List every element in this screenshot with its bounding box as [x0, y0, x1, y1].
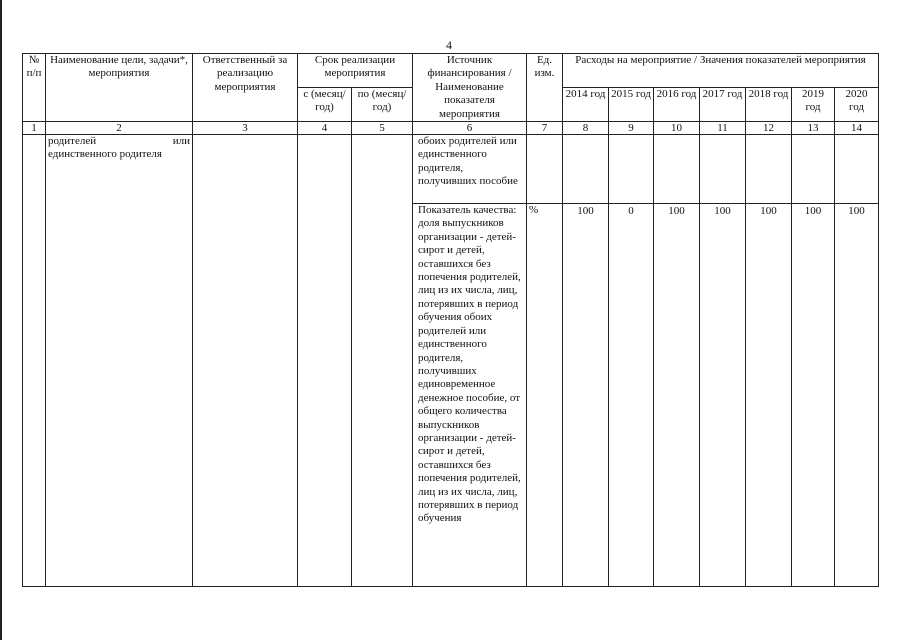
value-cell [563, 135, 609, 204]
value-2020: 100 [835, 204, 879, 587]
value-2018: 100 [746, 204, 792, 587]
value-cell [700, 135, 746, 204]
header-goal: Наименование цели, задачи*, мероприятия [46, 54, 193, 122]
header-year-2018: 2018 год [746, 88, 792, 122]
column-number-row [23, 122, 879, 135]
goal-text: единственного родителя [48, 148, 162, 161]
unit-cell: % [527, 204, 563, 587]
responsible-cell [193, 135, 298, 587]
header-number: № п/п [23, 54, 46, 122]
row-number-cell [23, 135, 46, 587]
colnum: 6 [413, 122, 527, 135]
colnum: 12 [746, 122, 792, 135]
header-responsible: Ответственный за реализацию мероприятия [193, 54, 298, 122]
unit-cell [527, 135, 563, 204]
header-year-2019: 2019 год [792, 88, 835, 122]
colnum: 14 [835, 122, 879, 135]
colnum: 3 [193, 122, 298, 135]
value-cell [746, 135, 792, 204]
colnum: 10 [654, 122, 700, 135]
header-period: Срок реализации мероприятия [298, 54, 413, 88]
goal-text: родителей [48, 135, 97, 148]
program-table [22, 53, 879, 587]
value-cell [835, 135, 879, 204]
colnum: 1 [23, 122, 46, 135]
header-expenses: Расходы на мероприятие / Значения показателей мероприятия [563, 54, 879, 88]
header-row-1 [23, 54, 879, 88]
value-2014: 100 [563, 204, 609, 587]
to-cell [352, 135, 413, 587]
colnum: 11 [700, 122, 746, 135]
header-year-2015: 2015 год [609, 88, 654, 122]
colnum: 2 [46, 122, 193, 135]
goal-text: или [172, 135, 190, 148]
colnum: 9 [609, 122, 654, 135]
goal-cell [46, 135, 193, 587]
colnum: 13 [792, 122, 835, 135]
header-from: с (месяц/ год) [298, 88, 352, 122]
header-year-2017: 2017 год [700, 88, 746, 122]
colnum: 7 [527, 122, 563, 135]
header-year-2014: 2014 год [563, 88, 609, 122]
colnum: 4 [298, 122, 352, 135]
scan-edge-line [0, 0, 2, 640]
colnum: 5 [352, 122, 413, 135]
table-row [23, 135, 879, 204]
from-cell [298, 135, 352, 587]
header-year-2016: 2016 год [654, 88, 700, 122]
value-cell [609, 135, 654, 204]
header-to: по (месяц/ год) [352, 88, 413, 122]
goal-first-line [48, 135, 190, 148]
header-source: Источник финансирования / Наименование показателя мероприятия [413, 54, 527, 122]
value-2015: 0 [609, 204, 654, 587]
page-number: 4 [446, 38, 452, 52]
value-2017: 100 [700, 204, 746, 587]
header-unit: Ед. изм. [527, 54, 563, 122]
colnum: 8 [563, 122, 609, 135]
value-2019: 100 [792, 204, 835, 587]
value-cell [654, 135, 700, 204]
header-year-2020: 2020 год [835, 88, 879, 122]
value-2016: 100 [654, 204, 700, 587]
value-cell [792, 135, 835, 204]
indicator-cell: обоих родителей или единственного родителя, получивших пособие [413, 135, 527, 204]
indicator-cell: Показатель качества: доля выпускников организации - детей-сирот и детей, оставшихся без попечения родителей, лиц из их числа, лиц, потерявших в период обучения обоих родителей или единственного родителя, получивших единовременное денежное пособие, от общего количества выпускников организации - детей-сирот и детей, оставшихся без попечения родителей, лиц из их числа, лиц, потерявших в период обучения [413, 204, 527, 587]
